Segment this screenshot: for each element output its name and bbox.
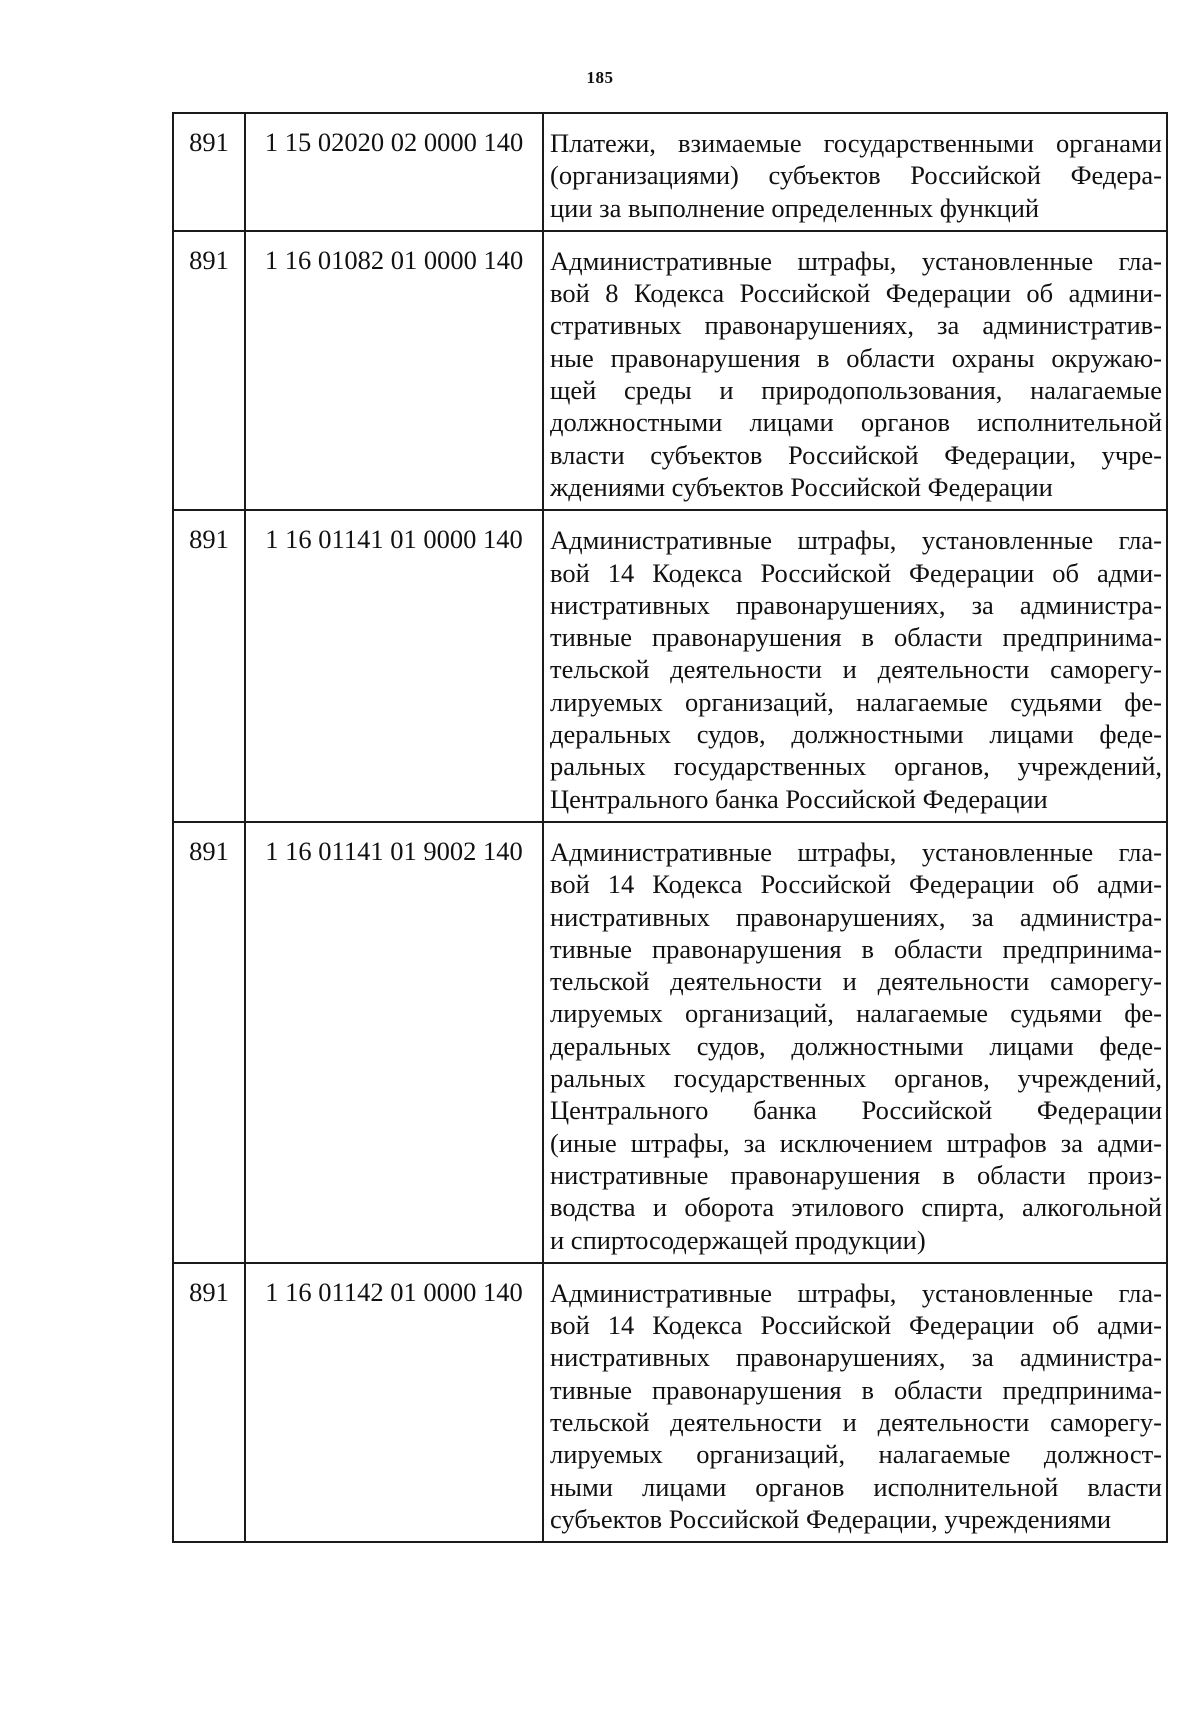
description-line: тивные правонарушения в области предпринима- [550, 933, 1162, 964]
description-line: ждениями субъектов Российской Федерации [550, 471, 1053, 502]
description-line: тельской деятельности и деятельности саморегу- [550, 654, 1162, 685]
admin-code-cell: 891 [173, 113, 245, 231]
description-line: ции за выполнение определенных функций [550, 192, 1040, 223]
description-line: деральных судов, должностными лицами феде- [550, 719, 1162, 750]
budget-code-cell: 1 16 01142 01 0000 140 [245, 1263, 543, 1542]
description-line: вой 8 Кодекса Российской Федерации об админи- [550, 278, 1162, 309]
description-line: лируемых организаций, налагаемые должност- [550, 1439, 1162, 1470]
description-line: Центрального банка Российской Федерации [550, 783, 1048, 814]
description-line: Административные штрафы, установленные гла- [550, 836, 1162, 867]
description-line: нистративных правонарушениях, за администра- [550, 901, 1162, 932]
description-line: Платежи, взимаемые государственными органами [550, 128, 1162, 158]
description-line: водства и оборота этилового спирта, алкогольной [550, 1192, 1162, 1223]
description-line: лируемых организаций, налагаемые судьями фе- [550, 998, 1162, 1029]
description-cell [543, 231, 1167, 510]
description-line: (организациями) субъектов Российской Федера- [550, 160, 1162, 191]
description-cell [543, 1263, 1167, 1542]
description-line: тельской деятельности и деятельности саморегу- [550, 1406, 1162, 1437]
description-line: и спиртосодержащей продукции) [550, 1224, 926, 1255]
budget-classification-table [172, 112, 1168, 1543]
table-row [173, 510, 1167, 822]
budget-code-cell: 1 16 01141 01 0000 140 [245, 510, 543, 822]
description-line: щей среды и природопользования, налагаемые [550, 375, 1162, 406]
description-line: лируемых организаций, налагаемые судьями фе- [550, 686, 1162, 717]
table-row [173, 113, 1167, 231]
admin-code-cell: 891 [173, 231, 245, 510]
description-cell [543, 113, 1167, 231]
description-line: деральных судов, должностными лицами феде- [550, 1030, 1162, 1061]
description-line: стративных правонарушениях, за административ- [550, 310, 1162, 341]
budget-code-cell: 1 15 02020 02 0000 140 [245, 113, 543, 231]
description-line: нистративные правонарушения в области произ- [550, 1159, 1162, 1190]
description-line: тельской деятельности и деятельности саморегу- [550, 966, 1162, 997]
description-line: Центрального банка Российской Федерации [550, 1095, 1162, 1126]
description-cell [543, 510, 1167, 822]
description-line: ральных государственных органов, учреждений, [550, 1063, 1162, 1094]
admin-code-cell: 891 [173, 510, 245, 822]
table-row [173, 822, 1167, 1263]
description-line: вой 14 Кодекса Российской Федерации об адми- [550, 1310, 1162, 1341]
description-line: субъектов Российской Федерации, учреждениями [550, 1503, 1112, 1534]
description-line: (иные штрафы, за исключением штрафов за адми- [550, 1127, 1162, 1158]
admin-code-cell: 891 [173, 822, 245, 1263]
description-line: вой 14 Кодекса Российской Федерации об адми- [550, 557, 1162, 588]
description-line: нистративных правонарушениях, за администра- [550, 1342, 1162, 1373]
budget-code-cell: 1 16 01141 01 9002 140 [245, 822, 543, 1263]
description-line: ными лицами органов исполнительной власти [550, 1471, 1162, 1502]
description-cell [543, 822, 1167, 1263]
table-row [173, 1263, 1167, 1542]
description-line: тивные правонарушения в области предпринима- [550, 1374, 1162, 1405]
description-line: ные правонарушения в области охраны окружаю- [550, 342, 1162, 373]
description-line: вой 14 Кодекса Российской Федерации об адми- [550, 869, 1162, 900]
description-line: Административные штрафы, установленные гла- [550, 525, 1162, 556]
table-row [173, 231, 1167, 510]
budget-code-cell: 1 16 01082 01 0000 140 [245, 231, 543, 510]
table-body [173, 113, 1167, 1542]
description-line: нистративных правонарушениях, за администра- [550, 589, 1162, 620]
description-line: тивные правонарушения в области предпринима- [550, 622, 1162, 653]
page-number: 185 [586, 68, 614, 87]
description-line: ральных государственных органов, учреждений, [550, 751, 1162, 782]
description-line: Административные штрафы, установленные гла- [550, 1277, 1162, 1308]
description-line: должностными лицами органов исполнительной [550, 407, 1162, 438]
description-line: власти субъектов Российской Федерации, учре- [550, 439, 1162, 470]
description-line: Административные штрафы, установленные гла- [550, 245, 1162, 276]
admin-code-cell: 891 [173, 1263, 245, 1542]
